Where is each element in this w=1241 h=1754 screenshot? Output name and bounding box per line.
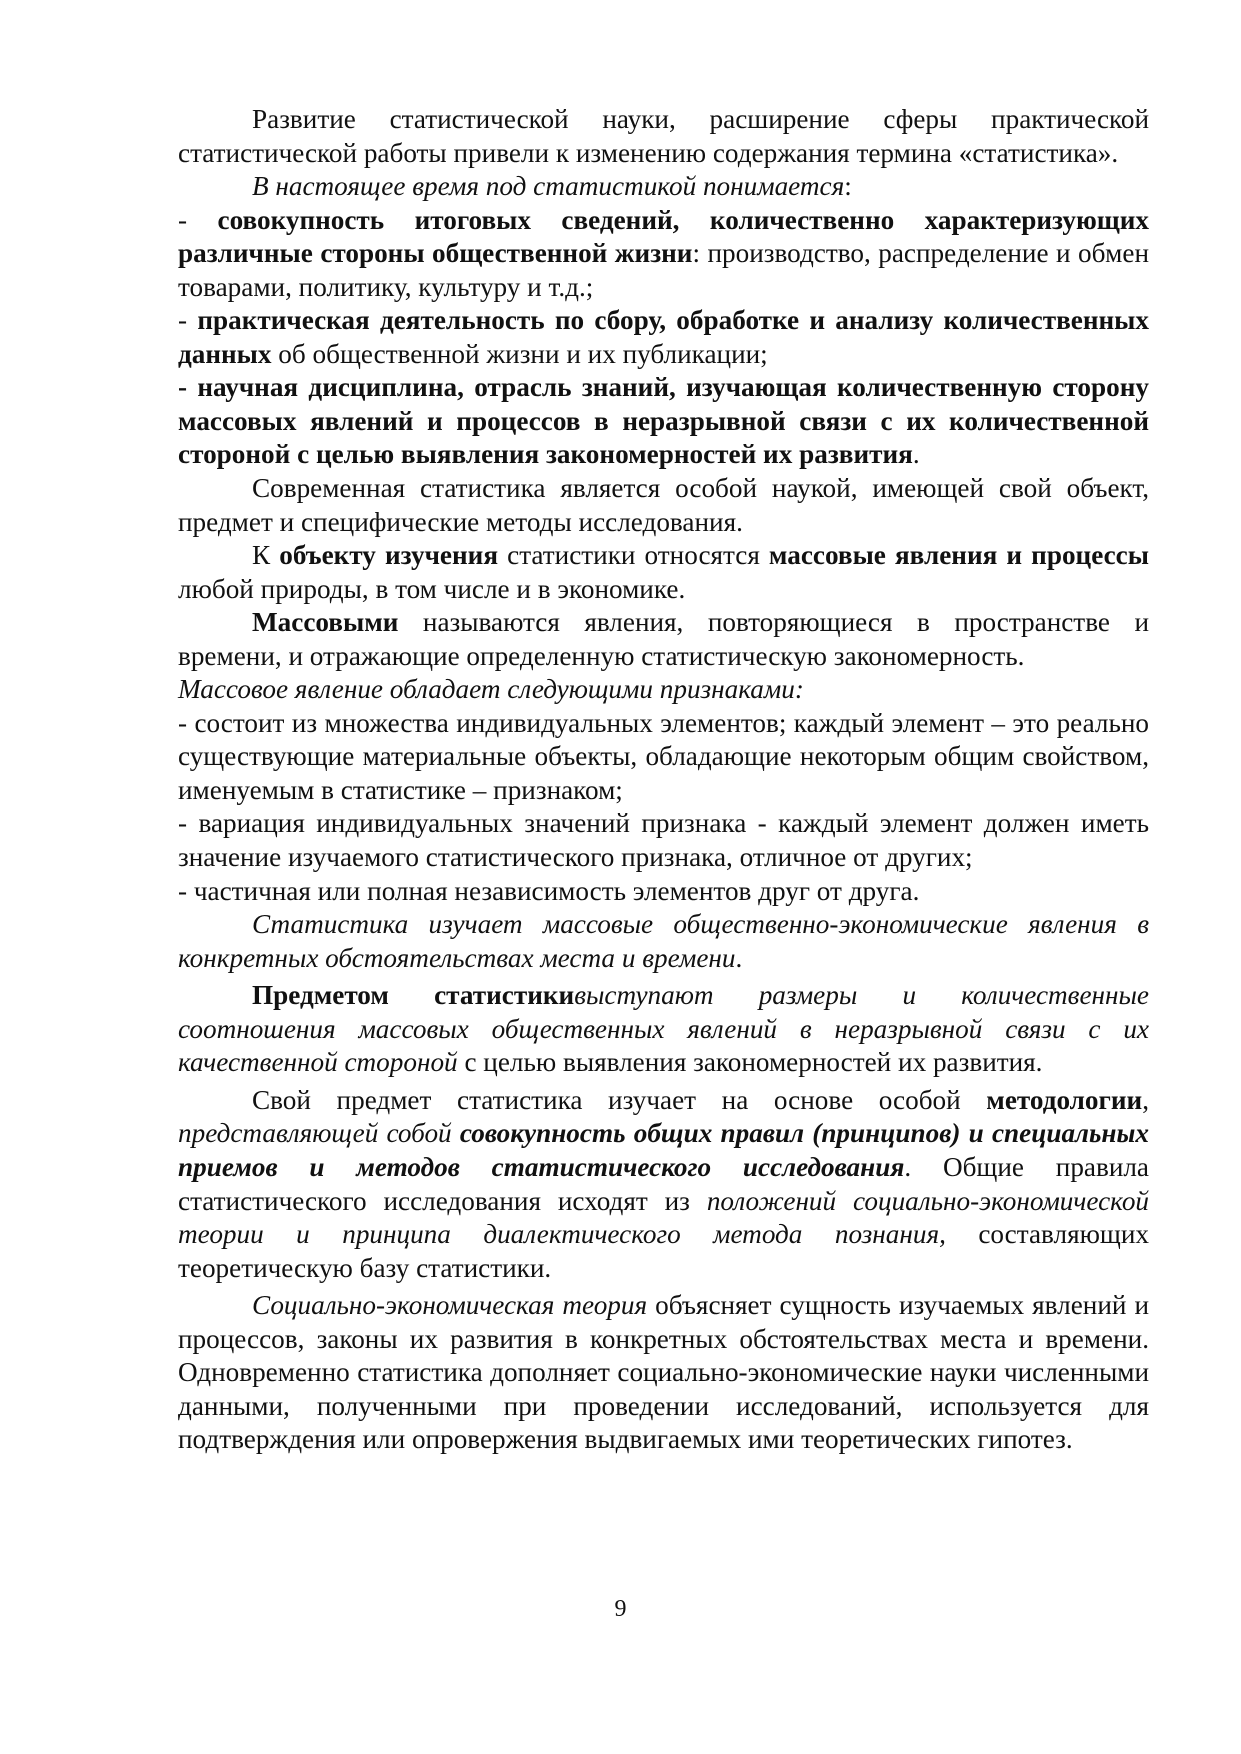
object-a: К xyxy=(252,540,280,571)
feature-1-text: - состоит из множества индивидуальных элементов; каждый элемент – это реально существующие материальные объекты, обладающие некоторым общим свойством, именуемым в статистике – признаком; xyxy=(178,707,1149,805)
definition-lead-text: В настоящее время под статистикой понимается xyxy=(252,171,845,202)
statistics-studies-italic: Статистика изучает массовые общественно-экономические явления в конкретных обстоятельствах места и времени xyxy=(178,909,1149,973)
methodology-a: Свой предмет статистика изучает на основе особой xyxy=(252,1084,987,1115)
feature-2-text: - вариация индивидуальных значений признака - каждый элемент должен иметь значение изучаемого статистического признака, отличное от других; xyxy=(178,808,1149,873)
methodology-bold: методологии xyxy=(986,1084,1143,1115)
document-page xyxy=(178,103,1149,1457)
paragraph-mass-phenomena xyxy=(178,606,1149,673)
paragraph-subject xyxy=(178,979,1149,1080)
mass-bold: Массовыми xyxy=(252,607,399,638)
methodology-e: составляющих теоретическую базу статистики. xyxy=(178,1219,1149,1283)
object-bold-2: массовые явления и процессы xyxy=(768,540,1149,571)
object-d: любой природы, в том числе и в экономике. xyxy=(178,573,686,604)
meaning-2-dash: - xyxy=(178,305,198,336)
list-item-meaning-3 xyxy=(178,371,1149,472)
subject-bold: Предметом статистики xyxy=(252,980,575,1011)
paragraph-methodology xyxy=(178,1084,1149,1285)
statistics-studies-dot: . xyxy=(735,942,743,973)
page-number: 9 xyxy=(614,1596,627,1622)
list-item-feature-3 xyxy=(178,875,1149,909)
object-bold-1: объекту изучения xyxy=(279,540,499,571)
paragraph-object-of-study xyxy=(178,539,1149,606)
methodology-d: . Общие правила статистического исследования исходят из xyxy=(178,1151,1149,1216)
methodology-bold-italic: совокупность общих правил (принципов) и специальных приемов и методов статистического исследования xyxy=(178,1118,1149,1182)
object-c: статистики относятся xyxy=(498,540,769,571)
meaning-3-dot: . xyxy=(912,439,920,470)
modern-statistics-text: Современная статистика является особой наукой, имеющей свой объект, предмет и специфические методы исследования. xyxy=(178,473,1149,537)
paragraph-statistics-studies xyxy=(178,908,1149,975)
subject-italic: выступают размеры и количественные соотношения массовых общественных явлений в неразрывной связи с их качественной стороной xyxy=(178,980,1149,1078)
list-item-meaning-2 xyxy=(178,304,1149,371)
meaning-3-bold: - научная дисциплина, отрасль знаний, изучающая количественную сторону массовых явлений и процессов в неразрывной связи с их количественной стороной с целью выявления закономерностей их развития xyxy=(178,372,1149,470)
feature-3-text: - частичная или полная независимость элементов друг от друга. xyxy=(178,875,920,906)
definition-lead-colon: : xyxy=(844,171,852,202)
list-item-feature-2 xyxy=(178,807,1149,874)
meaning-1-rest: : производство, распределение и обмен товарами, политику, культуру и т.д.; xyxy=(178,238,1149,302)
paragraph-intro xyxy=(178,103,1149,170)
theory-italic: Социально-экономическая теория xyxy=(252,1290,648,1321)
features-lead-text: Массовое явление обладает следующими признаками: xyxy=(178,674,804,705)
paragraph-intro-text: Развитие статистической науки, расширение сферы практической статистической работы привели к изменению содержания термина «статистика». xyxy=(178,104,1149,168)
paragraph-modern-statistics xyxy=(178,472,1149,539)
meaning-2-rest: об общественной жизни и их публикации; xyxy=(271,338,768,369)
list-item-meaning-1 xyxy=(178,204,1149,305)
meaning-2-bold: практическая деятельность по сбору, обработке и анализу количественных данных xyxy=(178,305,1149,369)
methodology-italic: представляющей собой xyxy=(178,1118,460,1149)
methodology-italic-2: положений социально-экономической теории и принципа диалектического метода познания, xyxy=(178,1185,1150,1250)
mass-rest: называются явления, повторяющиеся в пространстве и времени, и отражающие определенную статистическую закономерность. xyxy=(178,607,1149,671)
methodology-c: , xyxy=(1142,1084,1149,1115)
list-item-feature-1 xyxy=(178,707,1149,808)
paragraph-definition-lead xyxy=(178,170,1149,204)
paragraph-socio-economic-theory xyxy=(178,1289,1149,1457)
meaning-1-bold: совокупность итоговых сведений, количественно характеризующих различные стороны общественной жизни xyxy=(178,204,1149,269)
paragraph-features-lead xyxy=(178,673,1149,707)
theory-rest: объясняет сущность изучаемых явлений и процессов, законы их развития в конкретных обстоятельствах места и времени. Одновременно статистика дополняет социально-экономические науки численными данными, полученными при проведении исследований, используется для подтверждения или опровержения выдвигаемых ими теоретических гипотез. xyxy=(178,1290,1149,1455)
meaning-1-dash: - xyxy=(178,204,218,235)
subject-rest: с целью выявления закономерностей их развития. xyxy=(457,1047,1043,1078)
